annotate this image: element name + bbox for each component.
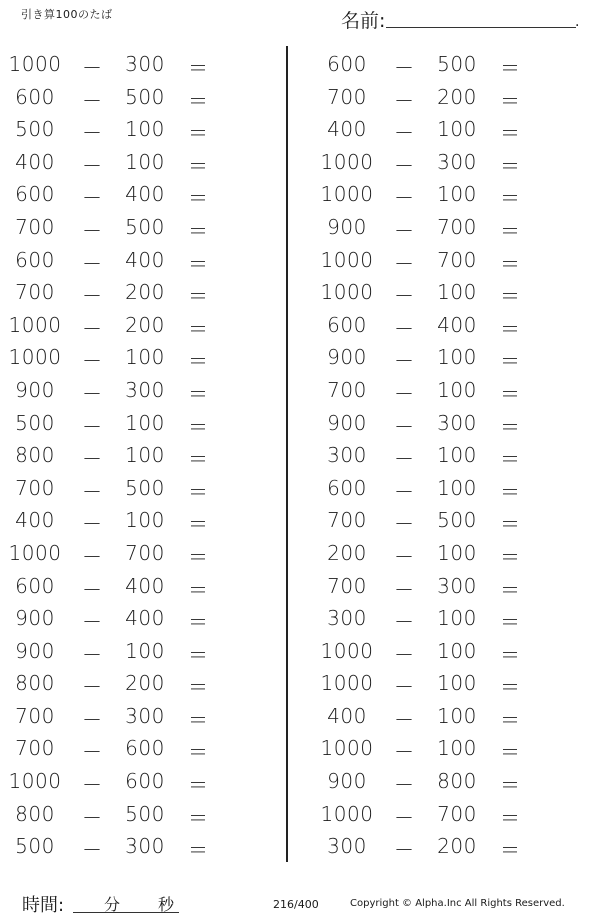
- subtrahend: 400: [437, 312, 477, 337]
- minus-sign: －: [394, 805, 415, 830]
- subtraction-problem: [312, 472, 592, 505]
- minus-sign: －: [82, 479, 103, 504]
- subtrahend: 100: [437, 703, 477, 728]
- minuend: 1000: [320, 671, 374, 696]
- minus-sign: －: [394, 544, 415, 569]
- subtraction-problem: [0, 504, 280, 537]
- minuend: 700: [15, 736, 55, 761]
- subtraction-problem: [0, 602, 280, 635]
- subtrahend: 300: [125, 377, 165, 402]
- equals-sign: ＝: [500, 675, 521, 700]
- subtraction-problem: [0, 81, 280, 114]
- minuend: 200: [327, 540, 367, 565]
- subtrahend: 800: [437, 769, 477, 794]
- subtrahend: 300: [125, 703, 165, 728]
- minus-sign: －: [82, 577, 103, 602]
- minus-sign: －: [394, 773, 415, 798]
- subtraction-problem: [312, 178, 592, 211]
- subtrahend: 100: [437, 540, 477, 565]
- subtrahend: 100: [437, 377, 477, 402]
- minus-sign: －: [394, 381, 415, 406]
- minus-sign: －: [394, 479, 415, 504]
- subtraction-problem: [0, 407, 280, 440]
- minus-sign: －: [82, 218, 103, 243]
- equals-sign: ＝: [500, 121, 521, 146]
- subtraction-problem: [0, 537, 280, 570]
- minus-sign: －: [394, 577, 415, 602]
- name-end-mark: .: [575, 14, 580, 30]
- equals-sign: ＝: [500, 544, 521, 569]
- minuend: 600: [15, 247, 55, 272]
- minuend: 900: [327, 769, 367, 794]
- minus-sign: －: [394, 284, 415, 309]
- subtrahend: 300: [437, 410, 477, 435]
- minuend: 600: [327, 52, 367, 76]
- equals-sign: ＝: [500, 805, 521, 830]
- time-label: 時間:: [22, 895, 65, 916]
- subtrahend: 700: [437, 214, 477, 239]
- subtraction-problem: [0, 309, 280, 342]
- subtraction-problem: [0, 798, 280, 831]
- subtrahend: 400: [125, 573, 165, 598]
- minuend: 1000: [320, 182, 374, 207]
- subtrahend: 300: [437, 573, 477, 598]
- minuend: 500: [15, 410, 55, 435]
- minus-sign: －: [394, 316, 415, 341]
- minus-sign: －: [394, 56, 415, 80]
- subtraction-problem: [312, 374, 592, 407]
- subtraction-problem: [0, 276, 280, 309]
- minuend: 600: [15, 84, 55, 109]
- equals-sign: ＝: [188, 805, 209, 830]
- right-problem-column: [312, 48, 592, 863]
- minuend: 800: [15, 443, 55, 468]
- subtrahend: 100: [125, 149, 165, 174]
- subtrahend: 100: [437, 736, 477, 761]
- second-label: 秒: [158, 895, 175, 914]
- name-field: [341, 4, 586, 30]
- minus-sign: －: [82, 186, 103, 211]
- minus-sign: －: [394, 740, 415, 765]
- equals-sign: ＝: [500, 740, 521, 765]
- minuend: 600: [327, 475, 367, 500]
- column-divider: [286, 46, 288, 862]
- equals-sign: ＝: [500, 512, 521, 537]
- subtrahend: 100: [437, 182, 477, 207]
- equals-sign: ＝: [188, 479, 209, 504]
- minus-sign: －: [394, 707, 415, 732]
- subtrahend: 100: [437, 280, 477, 305]
- minuend: 1000: [320, 736, 374, 761]
- subtraction-problem: [0, 765, 280, 798]
- minuend: 400: [15, 149, 55, 174]
- subtraction-problem: [312, 244, 592, 277]
- subtrahend: 700: [437, 801, 477, 826]
- equals-sign: ＝: [500, 218, 521, 243]
- subtraction-problem: [312, 276, 592, 309]
- minuend: 900: [327, 345, 367, 370]
- minus-sign: －: [394, 610, 415, 635]
- subtrahend: 100: [125, 508, 165, 533]
- minuend: 300: [327, 606, 367, 631]
- subtraction-problem: [0, 830, 280, 863]
- subtraction-problem: [312, 798, 592, 831]
- equals-sign: ＝: [188, 88, 209, 113]
- subtraction-problem: [312, 602, 592, 635]
- equals-sign: ＝: [188, 838, 209, 863]
- subtraction-problem: [312, 732, 592, 765]
- subtrahend: 400: [125, 606, 165, 631]
- minus-sign: －: [82, 88, 103, 113]
- minus-sign: －: [82, 349, 103, 374]
- minute-label: 分: [104, 895, 121, 914]
- subtrahend: 100: [437, 638, 477, 663]
- footer: [0, 886, 600, 917]
- subtraction-problem: [312, 700, 592, 733]
- subtrahend: 200: [125, 280, 165, 305]
- subtraction-problem: [312, 635, 592, 668]
- subtrahend: 500: [437, 508, 477, 533]
- name-label: 名前:: [341, 10, 386, 32]
- subtraction-problem: [0, 244, 280, 277]
- equals-sign: ＝: [188, 512, 209, 537]
- minus-sign: －: [394, 414, 415, 439]
- subtrahend: 100: [437, 475, 477, 500]
- minuend: 700: [15, 475, 55, 500]
- subtraction-problem: [0, 732, 280, 765]
- minuend: 700: [327, 377, 367, 402]
- subtrahend: 700: [437, 247, 477, 272]
- minuend: 400: [327, 703, 367, 728]
- subtrahend: 100: [125, 638, 165, 663]
- minus-sign: －: [82, 707, 103, 732]
- equals-sign: ＝: [500, 610, 521, 635]
- equals-sign: ＝: [500, 642, 521, 667]
- minus-sign: －: [82, 512, 103, 537]
- equals-sign: ＝: [500, 479, 521, 504]
- subtrahend: 300: [125, 52, 165, 76]
- minus-sign: －: [82, 838, 103, 863]
- minuend: 700: [15, 214, 55, 239]
- minus-sign: －: [394, 349, 415, 374]
- subtraction-problem: [312, 667, 592, 700]
- left-problem-column: [0, 48, 280, 863]
- subtraction-problem: [0, 570, 280, 603]
- minus-sign: －: [394, 251, 415, 276]
- equals-sign: ＝: [188, 153, 209, 178]
- subtrahend: 100: [125, 117, 165, 142]
- subtrahend: 500: [437, 52, 477, 76]
- subtraction-problem: [0, 341, 280, 374]
- subtrahend: 700: [125, 540, 165, 565]
- minuend: 300: [327, 834, 367, 859]
- subtrahend: 100: [437, 443, 477, 468]
- minuend: 700: [327, 508, 367, 533]
- equals-sign: ＝: [188, 381, 209, 406]
- minuend: 1000: [320, 149, 374, 174]
- equals-sign: ＝: [188, 414, 209, 439]
- minuend: 400: [15, 508, 55, 533]
- equals-sign: ＝: [500, 251, 521, 276]
- subtrahend: 300: [125, 834, 165, 859]
- minuend: 900: [15, 377, 55, 402]
- subtraction-problem: [0, 700, 280, 733]
- minuend: 600: [15, 573, 55, 598]
- equals-sign: ＝: [500, 447, 521, 472]
- subtrahend: 600: [125, 736, 165, 761]
- minuend: 1000: [320, 247, 374, 272]
- subtrahend: 400: [125, 182, 165, 207]
- minus-sign: －: [394, 218, 415, 243]
- subtraction-problem: [0, 472, 280, 505]
- equals-sign: ＝: [188, 707, 209, 732]
- equals-sign: ＝: [188, 773, 209, 798]
- minuend: 700: [15, 280, 55, 305]
- minus-sign: －: [82, 773, 103, 798]
- equals-sign: ＝: [188, 577, 209, 602]
- subtrahend: 400: [125, 247, 165, 272]
- minus-sign: －: [394, 675, 415, 700]
- minuend: 1000: [320, 801, 374, 826]
- subtraction-problem: [0, 439, 280, 472]
- minus-sign: －: [82, 544, 103, 569]
- subtraction-problem: [0, 667, 280, 700]
- subtraction-problem: [312, 113, 592, 146]
- minuend: 500: [15, 834, 55, 859]
- minus-sign: －: [82, 284, 103, 309]
- minuend: 900: [327, 214, 367, 239]
- minuend: 600: [15, 182, 55, 207]
- equals-sign: ＝: [188, 186, 209, 211]
- subtraction-problem: [0, 48, 280, 81]
- minus-sign: －: [394, 512, 415, 537]
- subtrahend: 100: [437, 345, 477, 370]
- equals-sign: ＝: [500, 707, 521, 732]
- minus-sign: －: [394, 642, 415, 667]
- subtrahend: 500: [125, 475, 165, 500]
- subtrahend: 100: [125, 345, 165, 370]
- subtraction-problem: [312, 146, 592, 179]
- subtraction-problem: [312, 439, 592, 472]
- minus-sign: －: [82, 381, 103, 406]
- copyright-notice: Copyright © Alpha.Inc All Rights Reserved.: [350, 898, 565, 909]
- minuend: 700: [327, 573, 367, 598]
- subtraction-problem: [312, 830, 592, 863]
- page-number: 216/400: [273, 898, 319, 911]
- minus-sign: －: [82, 414, 103, 439]
- minuend: 1000: [320, 280, 374, 305]
- subtrahend: 300: [437, 149, 477, 174]
- equals-sign: ＝: [500, 153, 521, 178]
- subtrahend: 200: [125, 312, 165, 337]
- equals-sign: ＝: [188, 316, 209, 341]
- minuend: 800: [15, 671, 55, 696]
- minus-sign: －: [394, 447, 415, 472]
- subtraction-problem: [312, 81, 592, 114]
- subtraction-problem: [0, 146, 280, 179]
- equals-sign: ＝: [500, 414, 521, 439]
- equals-sign: ＝: [188, 610, 209, 635]
- equals-sign: ＝: [188, 251, 209, 276]
- minuend: 1000: [320, 638, 374, 663]
- minus-sign: －: [82, 805, 103, 830]
- minus-sign: －: [82, 251, 103, 276]
- subtraction-problem: [312, 570, 592, 603]
- equals-sign: ＝: [500, 284, 521, 309]
- subtrahend: 100: [125, 443, 165, 468]
- subtrahend: 500: [125, 214, 165, 239]
- subtrahend: 600: [125, 769, 165, 794]
- equals-sign: ＝: [500, 577, 521, 602]
- minuend: 1000: [8, 345, 62, 370]
- minuend: 700: [327, 84, 367, 109]
- minus-sign: －: [394, 121, 415, 146]
- minuend: 400: [327, 117, 367, 142]
- equals-sign: ＝: [188, 218, 209, 243]
- minus-sign: －: [82, 153, 103, 178]
- minuend: 800: [15, 801, 55, 826]
- minus-sign: －: [82, 316, 103, 341]
- minuend: 900: [15, 606, 55, 631]
- minuend: 900: [327, 410, 367, 435]
- equals-sign: ＝: [500, 838, 521, 863]
- minuend: 600: [327, 312, 367, 337]
- equals-sign: ＝: [188, 447, 209, 472]
- minuend: 900: [15, 638, 55, 663]
- worksheet-title: 引き算100のたば: [21, 8, 113, 21]
- subtrahend: 100: [437, 117, 477, 142]
- equals-sign: ＝: [500, 773, 521, 798]
- name-underline: [386, 27, 576, 28]
- minuend: 700: [15, 703, 55, 728]
- minus-sign: －: [82, 675, 103, 700]
- subtraction-problem: [312, 309, 592, 342]
- subtraction-problem: [312, 48, 592, 81]
- minus-sign: －: [82, 610, 103, 635]
- equals-sign: ＝: [188, 544, 209, 569]
- subtrahend: 100: [437, 671, 477, 696]
- subtraction-problem: [0, 211, 280, 244]
- equals-sign: ＝: [188, 121, 209, 146]
- subtraction-problem: [312, 341, 592, 374]
- minus-sign: －: [82, 121, 103, 146]
- subtrahend: 500: [125, 801, 165, 826]
- minuend: 500: [15, 117, 55, 142]
- minus-sign: －: [394, 153, 415, 178]
- subtrahend: 200: [125, 671, 165, 696]
- equals-sign: ＝: [188, 56, 209, 80]
- subtraction-problem: [312, 537, 592, 570]
- subtrahend: 100: [125, 410, 165, 435]
- subtraction-problem: [0, 113, 280, 146]
- subtraction-problem: [0, 178, 280, 211]
- subtraction-problem: [0, 635, 280, 668]
- minus-sign: －: [82, 740, 103, 765]
- equals-sign: ＝: [188, 675, 209, 700]
- equals-sign: ＝: [188, 642, 209, 667]
- equals-sign: ＝: [500, 316, 521, 341]
- subtrahend: 200: [437, 84, 477, 109]
- subtraction-problem: [0, 374, 280, 407]
- subtraction-problem: [312, 211, 592, 244]
- minus-sign: －: [394, 186, 415, 211]
- minus-sign: －: [394, 88, 415, 113]
- equals-sign: ＝: [188, 349, 209, 374]
- minus-sign: －: [394, 838, 415, 863]
- minus-sign: －: [82, 642, 103, 667]
- subtrahend: 500: [125, 84, 165, 109]
- minus-sign: －: [82, 447, 103, 472]
- equals-sign: ＝: [500, 186, 521, 211]
- minus-sign: －: [82, 56, 103, 80]
- minuend: 300: [327, 443, 367, 468]
- equals-sign: ＝: [500, 349, 521, 374]
- subtraction-problem: [312, 407, 592, 440]
- minuend: 1000: [8, 769, 62, 794]
- equals-sign: ＝: [188, 740, 209, 765]
- subtrahend: 200: [437, 834, 477, 859]
- minuend: 1000: [8, 52, 62, 76]
- subtrahend: 100: [437, 606, 477, 631]
- equals-sign: ＝: [500, 381, 521, 406]
- subtraction-problem: [312, 504, 592, 537]
- equals-sign: ＝: [500, 88, 521, 113]
- subtraction-problem: [312, 765, 592, 798]
- minuend: 1000: [8, 312, 62, 337]
- minuend: 1000: [8, 540, 62, 565]
- equals-sign: ＝: [500, 56, 521, 80]
- equals-sign: ＝: [188, 284, 209, 309]
